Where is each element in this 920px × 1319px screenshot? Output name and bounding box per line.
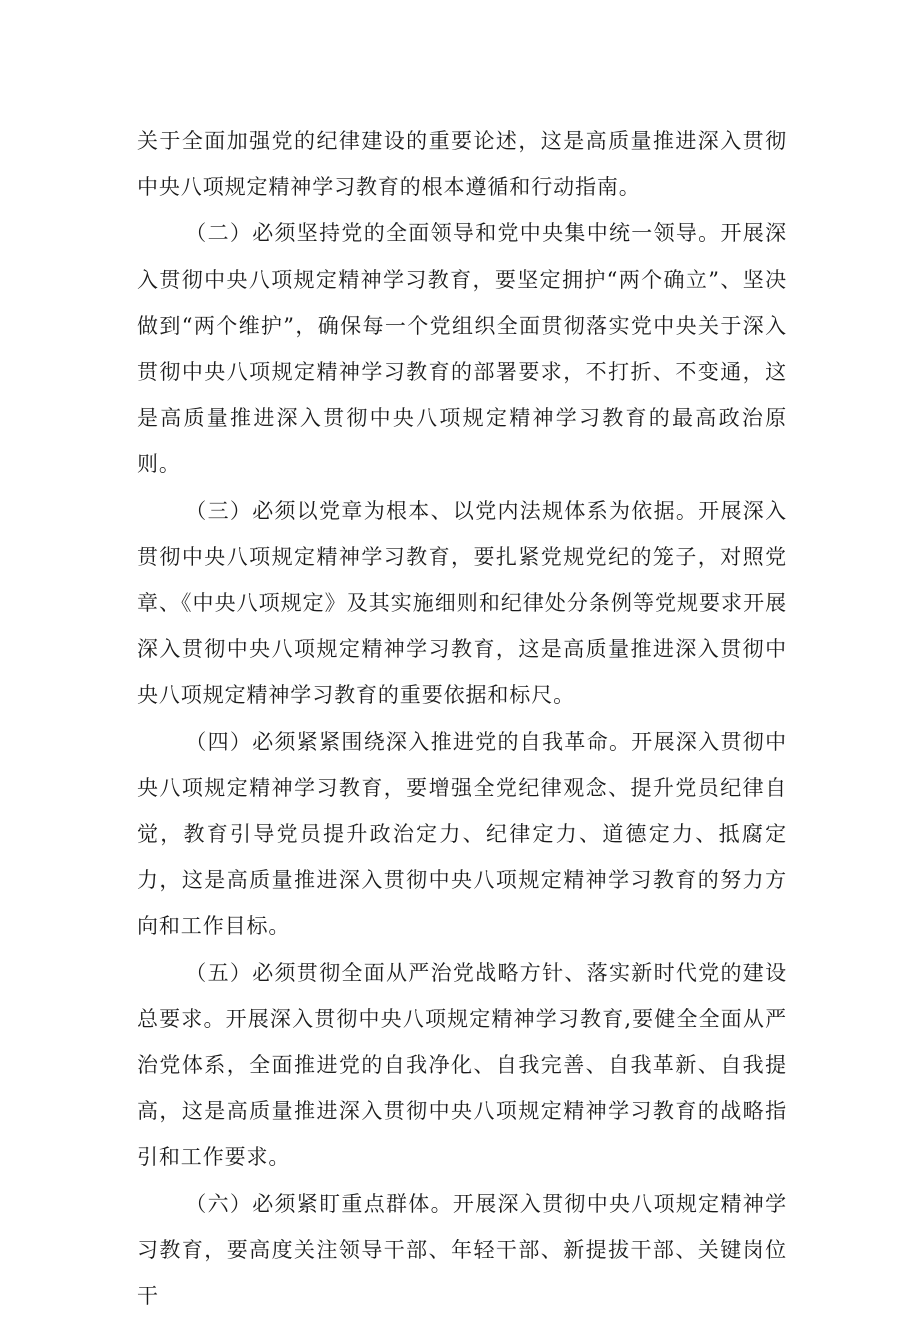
paragraph-section-2: （二）必须坚持党的全面领导和党中央集中统一领导。开展深入贯彻中央八项规定精神学习教育，要坚定拥护“两个确立”、坚决做到“两个维护”，确保每一个党组织全面贯彻落实党中央关于深入贯彻中央八项规定精神学习教育的部署要求，不打折、不变通，这是高质量推进深入贯彻中央八项规定精神学习教育的最高政治原则。 (137, 221, 787, 477)
paragraph-section-5: （五）必须贯彻全面从严治党战略方针、落实新时代党的建设总要求。开展深入贯彻中央八项规定精神学习教育,要健全全面从严治党体系，全面推进党的自我净化、自我完善、自我革新、自我提高，这是高质量推进深入贯彻中央八项规定精神学习教育的战略指引和工作要求。 (137, 960, 787, 1170)
document-body (137, 118, 787, 1319)
paragraph-continuation: 关于全面加强党的纪律建设的重要论述，这是高质量推进深入贯彻中央八项规定精神学习教育的根本遵循和行动指南。 (137, 129, 787, 200)
paragraph-section-3: （三）必须以党章为根本、以党内法规体系为依据。开展深入贯彻中央八项规定精神学习教育，要扎紧党规党纪的笼子，对照党章、《中央八项规定》及其实施细则和纪律处分条例等党规要求开展深入贯彻中央八项规定精神学习教育，这是高质量推进深入贯彻中央八项规定精神学习教育的重要依据和标尺。 (137, 498, 787, 708)
paragraph-section-6: （六）必须紧盯重点群体。开展深入贯彻中央八项规定精神学习教育，要高度关注领导干部、年轻干部、新提拔干部、关键岗位干 (137, 1191, 787, 1309)
paragraph-section-4: （四）必须紧紧围绕深入推进党的自我革命。开展深入贯彻中央八项规定精神学习教育，要增强全党纪律观念、提升党员纪律自觉，教育引导党员提升政治定力、纪律定力、道德定力、抵腐定力，这是高质量推进深入贯彻中央八项规定精神学习教育的努力方向和工作目标。 (137, 729, 787, 939)
